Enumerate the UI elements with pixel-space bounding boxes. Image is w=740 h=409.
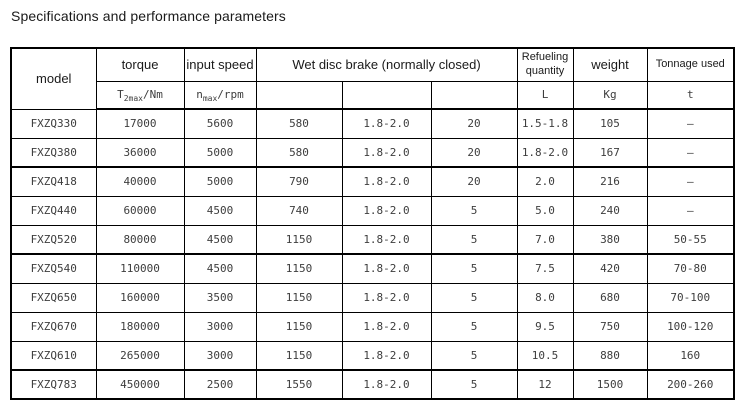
header-tonnage-used: Tonnage used bbox=[647, 48, 734, 81]
table-row bbox=[11, 225, 734, 254]
cell-refueling: 10.5 bbox=[517, 341, 573, 370]
cell-brake-3: 5 bbox=[431, 341, 517, 370]
cell-torque: 36000 bbox=[96, 138, 184, 167]
cell-refueling: 1.8-2.0 bbox=[517, 138, 573, 167]
speed-symbol-base: n bbox=[196, 88, 203, 102]
cell-model: FXZQ440 bbox=[11, 196, 96, 225]
cell-brake-3: 5 bbox=[431, 283, 517, 312]
cell-brake-1: 1150 bbox=[256, 312, 342, 341]
cell-brake-2: 1.8-2.0 bbox=[342, 254, 431, 283]
cell-torque: 80000 bbox=[96, 225, 184, 254]
cell-brake-2: 1.8-2.0 bbox=[342, 167, 431, 196]
cell-tonnage: 200-260 bbox=[647, 370, 734, 399]
cell-brake-3: 5 bbox=[431, 370, 517, 399]
cell-brake-1: 1150 bbox=[256, 254, 342, 283]
speed-symbol-subscript: max bbox=[202, 94, 218, 104]
cell-refueling: 8.0 bbox=[517, 283, 573, 312]
cell-weight: 880 bbox=[573, 341, 647, 370]
cell-refueling: 1.5-1.8 bbox=[517, 109, 573, 138]
table-body bbox=[11, 109, 734, 399]
cell-model: FXZQ330 bbox=[11, 109, 96, 138]
cell-brake-3: 5 bbox=[431, 196, 517, 225]
cell-model: FXZQ783 bbox=[11, 370, 96, 399]
cell-brake-1: 1150 bbox=[256, 341, 342, 370]
table-row bbox=[11, 138, 734, 167]
cell-weight: 216 bbox=[573, 167, 647, 196]
cell-brake-1: 1150 bbox=[256, 225, 342, 254]
cell-input-speed: 3500 bbox=[184, 283, 256, 312]
cell-tonnage: – bbox=[647, 196, 734, 225]
header-weight-unit: Kg bbox=[573, 81, 647, 109]
cell-brake-1: 580 bbox=[256, 138, 342, 167]
cell-refueling: 12 bbox=[517, 370, 573, 399]
cell-brake-3: 20 bbox=[431, 167, 517, 196]
cell-tonnage: 100-120 bbox=[647, 312, 734, 341]
header-input-speed: input speed bbox=[184, 48, 256, 81]
cell-brake-2: 1.8-2.0 bbox=[342, 225, 431, 254]
cell-input-speed: 3000 bbox=[184, 312, 256, 341]
header-brake-sub-2 bbox=[342, 81, 431, 109]
cell-torque: 180000 bbox=[96, 312, 184, 341]
cell-torque: 17000 bbox=[96, 109, 184, 138]
cell-weight: 680 bbox=[573, 283, 647, 312]
header-speed-symbol bbox=[184, 81, 256, 109]
cell-brake-3: 5 bbox=[431, 312, 517, 341]
cell-input-speed: 5000 bbox=[184, 138, 256, 167]
cell-weight: 750 bbox=[573, 312, 647, 341]
cell-weight: 105 bbox=[573, 109, 647, 138]
cell-refueling: 9.5 bbox=[517, 312, 573, 341]
cell-torque: 110000 bbox=[96, 254, 184, 283]
cell-input-speed: 2500 bbox=[184, 370, 256, 399]
cell-input-speed: 5600 bbox=[184, 109, 256, 138]
cell-refueling: 7.0 bbox=[517, 225, 573, 254]
cell-input-speed: 5000 bbox=[184, 167, 256, 196]
cell-weight: 167 bbox=[573, 138, 647, 167]
cell-torque: 450000 bbox=[96, 370, 184, 399]
cell-model: FXZQ520 bbox=[11, 225, 96, 254]
cell-weight: 380 bbox=[573, 225, 647, 254]
cell-torque: 265000 bbox=[96, 341, 184, 370]
cell-input-speed: 4500 bbox=[184, 254, 256, 283]
cell-brake-1: 790 bbox=[256, 167, 342, 196]
cell-input-speed: 3000 bbox=[184, 341, 256, 370]
header-torque: torque bbox=[96, 48, 184, 81]
table-row bbox=[11, 167, 734, 196]
cell-input-speed: 4500 bbox=[184, 196, 256, 225]
table-row bbox=[11, 109, 734, 138]
torque-symbol-unit: /Nm bbox=[143, 88, 163, 102]
cell-brake-2: 1.8-2.0 bbox=[342, 312, 431, 341]
page-title: Specifications and performance parameters bbox=[11, 8, 286, 24]
cell-tonnage: 50-55 bbox=[647, 225, 734, 254]
table-row bbox=[11, 370, 734, 399]
table-row bbox=[11, 254, 734, 283]
table-head bbox=[11, 48, 734, 109]
cell-brake-2: 1.8-2.0 bbox=[342, 138, 431, 167]
cell-model: FXZQ540 bbox=[11, 254, 96, 283]
torque-symbol-base: T bbox=[117, 88, 124, 102]
table-row bbox=[11, 341, 734, 370]
cell-torque: 160000 bbox=[96, 283, 184, 312]
cell-refueling: 5.0 bbox=[517, 196, 573, 225]
cell-model: FXZQ610 bbox=[11, 341, 96, 370]
cell-brake-1: 580 bbox=[256, 109, 342, 138]
cell-model: FXZQ380 bbox=[11, 138, 96, 167]
torque-symbol-subscript: 2max bbox=[123, 94, 143, 104]
cell-brake-1: 1550 bbox=[256, 370, 342, 399]
table-row bbox=[11, 312, 734, 341]
speed-symbol-unit: /rpm bbox=[217, 88, 244, 102]
cell-weight: 420 bbox=[573, 254, 647, 283]
cell-torque: 60000 bbox=[96, 196, 184, 225]
cell-brake-3: 5 bbox=[431, 254, 517, 283]
cell-brake-2: 1.8-2.0 bbox=[342, 283, 431, 312]
cell-tonnage: 70-80 bbox=[647, 254, 734, 283]
cell-refueling: 2.0 bbox=[517, 167, 573, 196]
table-row bbox=[11, 196, 734, 225]
cell-brake-3: 20 bbox=[431, 109, 517, 138]
cell-torque: 40000 bbox=[96, 167, 184, 196]
cell-input-speed: 4500 bbox=[184, 225, 256, 254]
cell-brake-1: 740 bbox=[256, 196, 342, 225]
cell-model: FXZQ418 bbox=[11, 167, 96, 196]
cell-brake-2: 1.8-2.0 bbox=[342, 196, 431, 225]
cell-tonnage: – bbox=[647, 167, 734, 196]
header-tonnage-unit: t bbox=[647, 81, 734, 109]
cell-refueling: 7.5 bbox=[517, 254, 573, 283]
spec-table bbox=[10, 47, 735, 400]
header-refueling-unit: L bbox=[517, 81, 573, 109]
header-brake-sub-1 bbox=[256, 81, 342, 109]
header-model: model bbox=[11, 48, 96, 109]
cell-brake-2: 1.8-2.0 bbox=[342, 109, 431, 138]
header-wet-disc-brake: Wet disc brake (normally closed) bbox=[256, 48, 517, 81]
table-row bbox=[11, 283, 734, 312]
cell-tonnage: – bbox=[647, 109, 734, 138]
cell-tonnage: – bbox=[647, 138, 734, 167]
cell-brake-2: 1.8-2.0 bbox=[342, 370, 431, 399]
cell-brake-3: 20 bbox=[431, 138, 517, 167]
header-weight: weight bbox=[573, 48, 647, 81]
header-row-2 bbox=[11, 81, 734, 109]
cell-model: FXZQ670 bbox=[11, 312, 96, 341]
cell-model: FXZQ650 bbox=[11, 283, 96, 312]
header-row-1 bbox=[11, 48, 734, 81]
cell-weight: 240 bbox=[573, 196, 647, 225]
cell-brake-3: 5 bbox=[431, 225, 517, 254]
header-brake-sub-3 bbox=[431, 81, 517, 109]
cell-tonnage: 160 bbox=[647, 341, 734, 370]
header-torque-symbol bbox=[96, 81, 184, 109]
cell-brake-2: 1.8-2.0 bbox=[342, 341, 431, 370]
cell-weight: 1500 bbox=[573, 370, 647, 399]
cell-tonnage: 70-100 bbox=[647, 283, 734, 312]
header-refueling-quantity: Refueling quantity bbox=[517, 48, 573, 81]
cell-brake-1: 1150 bbox=[256, 283, 342, 312]
